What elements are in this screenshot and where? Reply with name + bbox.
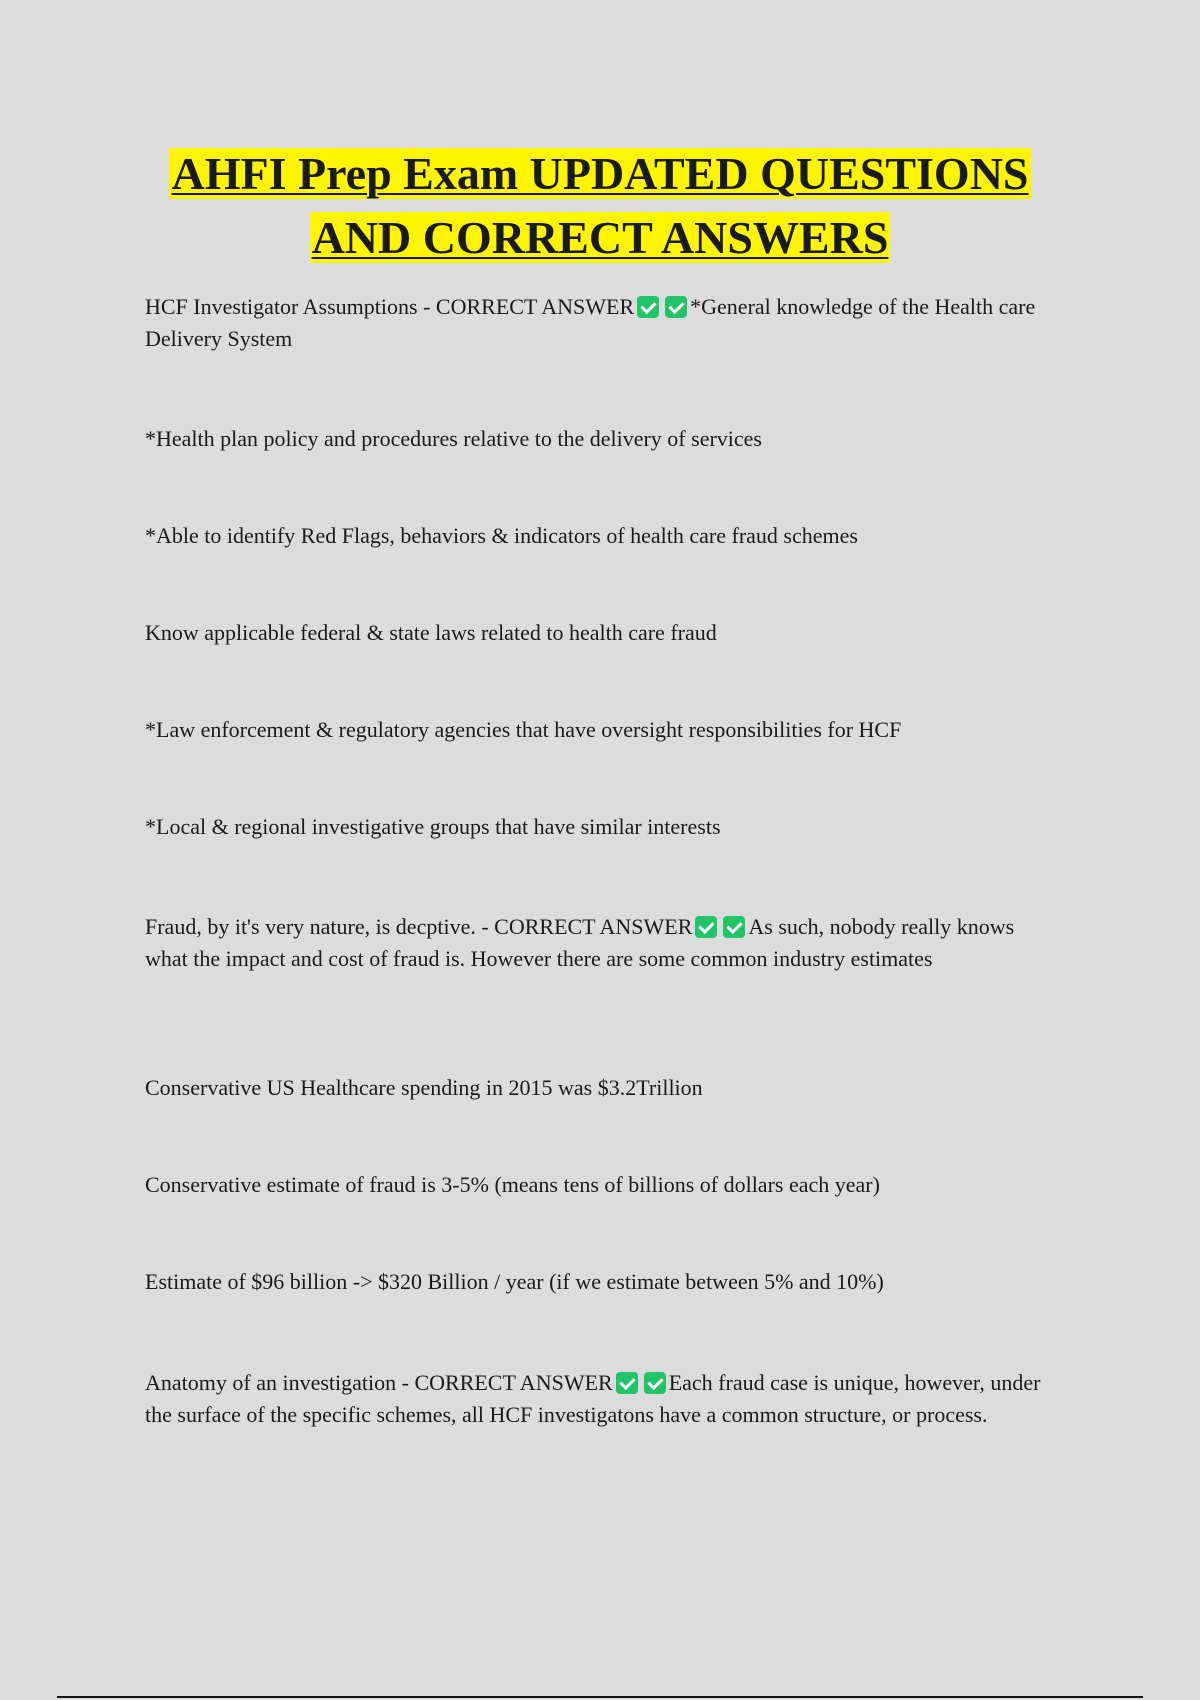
- list-item: Conservative estimate of fraud is 3-5% (means tens of billions of dollars each year): [145, 1172, 880, 1197]
- check-icon: [695, 916, 717, 938]
- qa-item-fraud-nature: [145, 911, 1045, 975]
- separator: -: [396, 1370, 415, 1395]
- correct-answer-label: CORRECT ANSWER: [414, 1370, 613, 1395]
- qa-item-investigator-assumptions: [145, 291, 1045, 355]
- list-item: *Able to identify Red Flags, behaviors & indicators of health care fraud schemes: [145, 523, 858, 548]
- separator: -: [417, 294, 436, 319]
- list-item: Know applicable federal & state laws related to health care fraud: [145, 620, 717, 645]
- check-icon: [637, 296, 659, 318]
- qa-item-anatomy-investigation: [145, 1367, 1045, 1431]
- footer-rule: [57, 1696, 1143, 1698]
- answer-text: Each fraud case is unique, however, under the surface of the specific schemes, all HCF investigatons have a common structure, or process.: [145, 1370, 1041, 1427]
- question-text: HCF Investigator Assumptions: [145, 294, 418, 319]
- correct-answer-label: CORRECT ANSWER: [435, 294, 635, 319]
- check-icon: [723, 916, 745, 938]
- answer-text: *General knowledge of the Health care Delivery System: [145, 294, 1036, 351]
- list-item: *Health plan policy and procedures relative to the delivery of services: [145, 426, 762, 451]
- title-line-1: AHFI Prep Exam UPDATED QUESTIONS: [171, 148, 1029, 199]
- question-text: Anatomy of an investigation: [145, 1370, 397, 1395]
- list-item: Conservative US Healthcare spending in 2015 was $3.2Trillion: [145, 1075, 703, 1100]
- answer-text: As such, nobody really knows what the impact and cost of fraud is. However there are some common industry estimates: [145, 914, 1015, 971]
- check-icon: [616, 1372, 638, 1394]
- list-item: *Law enforcement & regulatory agencies that have oversight responsibilities for HCF: [145, 717, 902, 742]
- separator: -: [475, 914, 495, 939]
- title-highlight: [169, 148, 1030, 263]
- correct-answer-label: CORRECT ANSWER: [494, 914, 693, 939]
- title-line-2: AND CORRECT ANSWERS: [311, 212, 889, 263]
- check-icon: [665, 296, 687, 318]
- check-icon: [644, 1372, 666, 1394]
- list-item: *Local & regional investigative groups that have similar interests: [145, 814, 721, 839]
- document-title: [100, 142, 1100, 270]
- question-text: Fraud, by it's very nature, is decptive.: [145, 914, 476, 939]
- list-item: Estimate of $96 billion -> $320 Billion / year (if we estimate between 5% and 10%): [145, 1269, 884, 1294]
